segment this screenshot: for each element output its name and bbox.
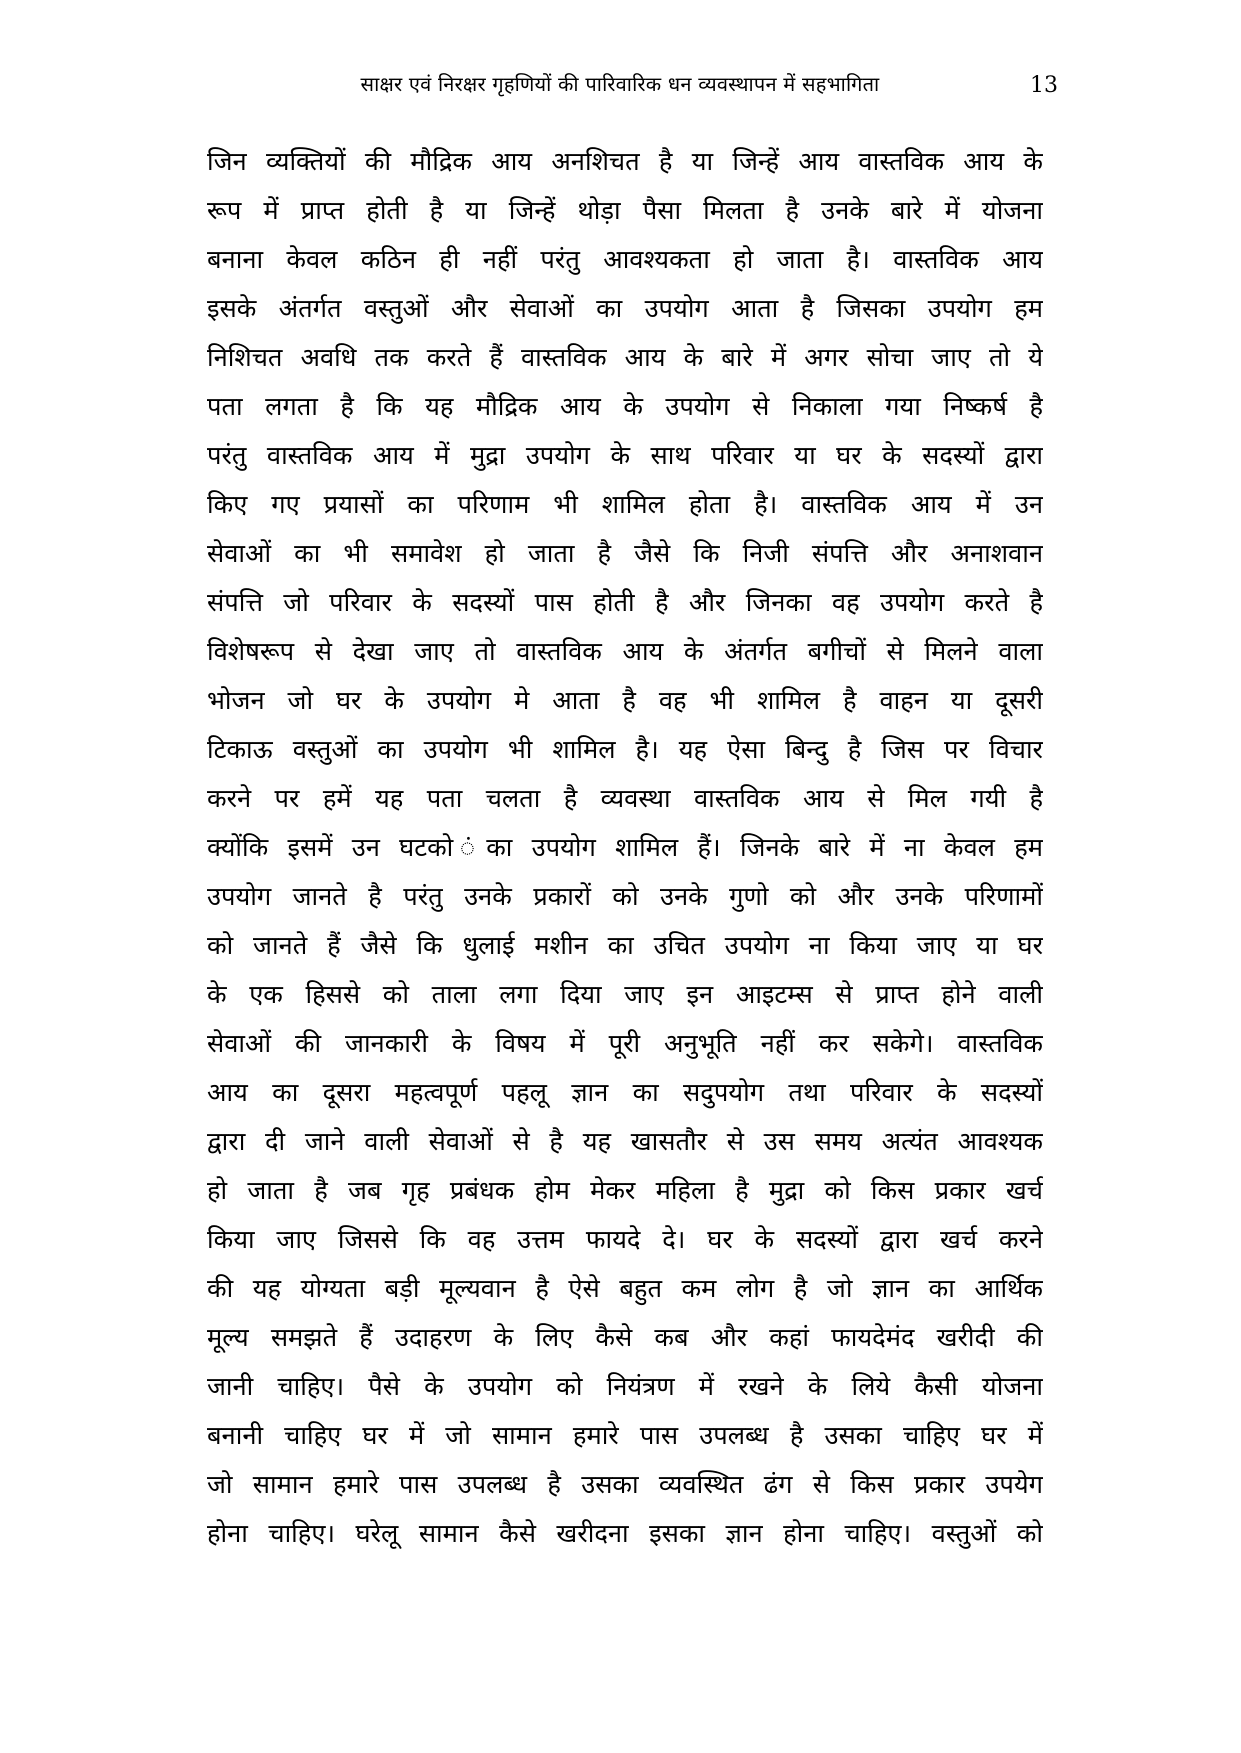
body-paragraph <box>207 147 1043 1568</box>
text-line: करने पर हमें यह पता चलता है व्यवस्था वास्तविक आय से मिल गयी है <box>207 784 1043 814</box>
text-line: आय का दूसरा महत्वपूर्ण पहलू ज्ञान का सदुपयोग तथा परिवार के सदस्यों <box>207 1078 1043 1108</box>
text-line: जो सामान हमारे पास उपलब्ध है उसका व्यवस्थित ढंग से किस प्रकार उपयेग <box>207 1470 1043 1500</box>
text-line: हो जाता है जब गृह प्रबंधक होम मेकर महिला है मुद्रा को किस प्रकार खर्च <box>207 1176 1043 1206</box>
text-line: सेवाओं की जानकारी के विषय में पूरी अनुभूति नहीं कर सकेगे। वास्तविक <box>207 1029 1043 1059</box>
text-line: विशेषरूप से देखा जाए तो वास्तविक आय के अंतर्गत बगीचों से मिलने वाला <box>207 637 1043 667</box>
text-line: पता लगता है कि यह मौद्रिक आय के उपयोग से निकाला गया निष्कर्ष है <box>207 392 1043 422</box>
text-line: बनाना केवल कठिन ही नहीं परंतु आवश्यकता हो जाता है। वास्तविक आय <box>207 245 1043 275</box>
text-line: किया जाए जिससे कि वह उत्तम फायदे दे। घर के सदस्यों द्वारा खर्च करने <box>207 1225 1043 1255</box>
text-line: जिन व्यक्तियों की मौद्रिक आय अनशिचत है या जिन्हें आय वास्तविक आय के <box>207 147 1043 177</box>
text-line: उपयोग जानते है परंतु उनके प्रकारों को उनके गुणो को और उनके परिणामों <box>207 882 1043 912</box>
text-line: संपत्ति जो परिवार के सदस्यों पास होती है और जिनका वह उपयोग करते है <box>207 588 1043 618</box>
text-line: इसके अंतर्गत वस्तुओं और सेवाओं का उपयोग आता है जिसका उपयोग हम <box>207 294 1043 324</box>
text-line: रूप में प्राप्त होती है या जिन्हें थोड़ा पैसा मिलता है उनके बारे में योजना <box>207 196 1043 226</box>
text-line: बनानी चाहिए घर में जो सामान हमारे पास उपलब्ध है उसका चाहिए घर में <box>207 1421 1043 1451</box>
text-line: टिकाऊ वस्तुओं का उपयोग भी शामिल है। यह ऐसा बिन्दु है जिस पर विचार <box>207 735 1043 765</box>
text-line: होना चाहिए। घरेलू सामान कैसे खरीदना इसका ज्ञान होना चाहिए। वस्तुओं को <box>207 1519 1043 1549</box>
text-line: के एक हिससे को ताला लगा दिया जाए इन आइटम्स से प्राप्त होने वाली <box>207 980 1043 1010</box>
page-number: 13 <box>1030 73 1058 98</box>
text-line: मूल्य समझते हैं उदाहरण के लिए कैसे कब और कहां फायदेमंद खरीदी की <box>207 1323 1043 1353</box>
text-line: क्योंकि इसमें उन घटको ंका उपयोग शामिल हैं। जिनके बारे में ना केवल हम <box>207 833 1043 863</box>
text-line: को जानते हैं जैसे कि धुलाई मशीन का उचित उपयोग ना किया जाए या घर <box>207 931 1043 961</box>
text-line: जानी चाहिए। पैसे के उपयोग को नियंत्रण में रखने के लिये कैसी योजना <box>207 1372 1043 1402</box>
running-header: साक्षर एवं निरक्षर गृहणियों की पारिवारिक धन व्यवस्थापन में सहभागिता <box>360 72 880 96</box>
text-line: भोजन जो घर के उपयोग मे आता है वह भी शामिल है वाहन या दूसरी <box>207 686 1043 716</box>
text-line: किए गए प्रयासों का परिणाम भी शामिल होता है। वास्तविक आय में उन <box>207 490 1043 520</box>
text-line: सेवाओं का भी समावेश हो जाता है जैसे कि निजी संपत्ति और अनाशवान <box>207 539 1043 569</box>
text-line: परंतु वास्तविक आय में मुद्रा उपयोग के साथ परिवार या घर के सदस्यों द्वारा <box>207 441 1043 471</box>
text-line: की यह योग्यता बड़ी मूल्यवान है ऐसे बहुत कम लोग है जो ज्ञान का आर्थिक <box>207 1274 1043 1304</box>
text-line: द्वारा दी जाने वाली सेवाओं से है यह खासतौर से उस समय अत्यंत आवश्यक <box>207 1127 1043 1157</box>
text-line: निशिचत अवधि तक करते हैं वास्तविक आय के बारे में अगर सोचा जाए तो ये <box>207 343 1043 373</box>
